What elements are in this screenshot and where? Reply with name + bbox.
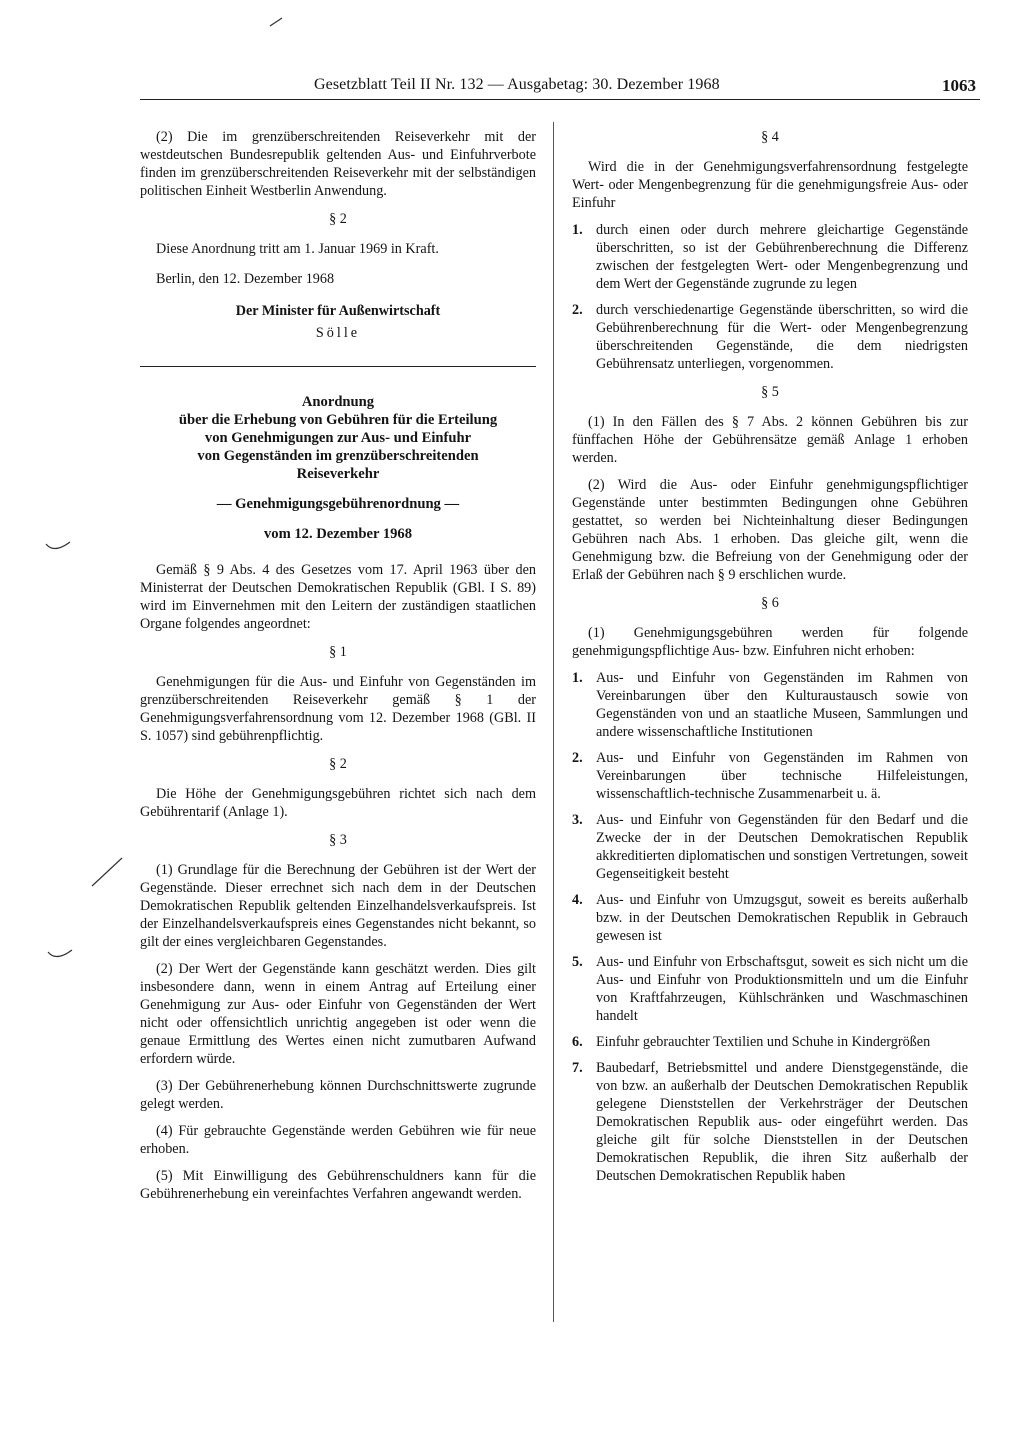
section-separator — [140, 366, 536, 367]
title-line: von Gegenständen im grenzüberschreitenden — [197, 448, 479, 464]
article-3-para-1: (1) Grundlage für die Berechnung der Gebühren ist der Wert der Gegenstände. Dieser errechnet sich nach dem in der Deutschen Demokratischen Republik geltenden Einzelhandelsverkaufspreis. Ist der Einzelhandelsverkaufspreis eines Gegenstandes nicht bekannt, so gilt der eines vergleichbaren Gegenstandes. — [140, 862, 536, 950]
left-column — [140, 128, 536, 1212]
article-3-para-5: (5) Mit Einwilligung des Gebührenschuldners kann für die Gebührenerhebung ein vereinfachtes Verfahren angewandt werden. — [140, 1168, 536, 1202]
signature-name: Sölle — [315, 325, 361, 341]
list-item: 2. durch verschiedenartige Gegenstände überschritten, so wird die Gebührenberechnung für die Wert- oder Mengenbegrenzung überschreitenden Gegenstände, die dem niedrigsten Gebührensatz unterliegen, vorgenommen. — [572, 302, 968, 372]
article-5-heading: § 5 — [761, 384, 779, 400]
paragraph-2-westberlin: (2) Die im grenzüberschreitenden Reiseverkehr mit der westdeutschen Bundesrepublik geltenden Aus- und Einfuhrverbote finden im grenzüberschreitenden Reiseverkehr mit der selbständigen politischen Einheit Westberlin Anwendung. — [140, 129, 536, 199]
article-1-heading: § 1 — [329, 644, 347, 660]
right-column — [572, 128, 968, 1195]
header-rule — [140, 99, 980, 100]
list-item: 2. Aus- und Einfuhr von Gegenständen im Rahmen von Vereinbarungen über technische Hilfeleistungen, wissenschaftlich-technische Zusammenarbeit u. ä. — [572, 750, 968, 802]
article-6-heading: § 6 — [761, 595, 779, 611]
preamble: Gemäß § 9 Abs. 4 des Gesetzes vom 17. April 1963 über den Ministerrat der Deutschen Demokratischen Republik (GBl. I S. 89) wird im Einvernehmen mit den Leitern der zuständigen staatlichen Organe folgendes angeordnet: — [140, 562, 536, 632]
margin-mark-checkmark-lower — [46, 944, 76, 964]
article-5-para-2: (2) Wird die Aus- oder Einfuhr genehmigungspflichtiger Gegenstände unter bestimmten Bedingungen ohne Gebühren gestattet, so werden bei Nichteinhaltung dieser Bedingungen Gebühren nach Abs. 1 erhoben. Das gleiche gilt, wenn die Genehmigung bzw. die Befreiung von der Genehmigung oder der Erlaß der Gebühren nach § 9 erschlichen wurde. — [572, 477, 968, 583]
title-line: Anordnung — [301, 394, 375, 410]
title-line: von Genehmigungen zur Aus- und Einfuhr — [204, 430, 472, 446]
article-3-para-4: (4) Für gebrauchte Gegenstände werden Gebühren wie für neue erhoben. — [140, 1123, 536, 1157]
list-item: 5. Aus- und Einfuhr von Erbschaftsgut, soweit es sich nicht um die Aus- und Einfuhr von Produktionsmitteln und um die Einfuhr von Kraftfahrzeugen, Kühlschränken und Waschmaschinen handelt — [572, 954, 968, 1024]
article-6-list — [572, 669, 968, 1185]
list-item: 4. Aus- und Einfuhr von Umzugsgut, soweit es bereits außerhalb bzw. in der Deutschen Demokratischen Republik in Gebrauch gewesen ist — [572, 892, 968, 944]
title-line: über die Erhebung von Gebühren für die Erteilung — [178, 412, 498, 428]
column-divider — [553, 122, 554, 1322]
article-2-heading: § 2 — [329, 756, 347, 772]
gazette-title: Gesetzblatt Teil II Nr. 132 — Ausgabetag: 30. Dezember 1968 — [314, 76, 720, 93]
short-title: — Genehmigungsgebührenordnung — — [216, 496, 460, 512]
article-3-para-3: (3) Der Gebührenerhebung können Durchschnittswerte zugrunde gelegt werden. — [140, 1078, 536, 1112]
section-2-heading: § 2 — [329, 211, 347, 227]
list-item: 6. Einfuhr gebrauchter Textilien und Schuhe in Kindergrößen — [572, 1034, 931, 1050]
ordinance-title — [140, 393, 536, 483]
article-3-para-2: (2) Der Wert der Gegenstände kann geschätzt werden. Dies gilt insbesondere dann, wenn in einem Antrag auf Erteilung einer Genehmigung zur Aus- oder Einfuhr von Gegenständen der Wert nicht oder offensichtlich unrichtig angegeben ist oder wenn die genaue Ermittlung des Wertes einen nicht zumutbaren Aufwand erfordern würde. — [140, 961, 536, 1067]
margin-mark-top — [268, 14, 288, 28]
article-4-intro: Wird die in der Genehmigungsverfahrensordnung festgelegte Wert- oder Mengenbegrenzung für die genehmigungsfreie Aus- oder Einfuhr — [572, 159, 968, 211]
list-item: 1. Aus- und Einfuhr von Gegenständen im Rahmen von Vereinbarungen über den Kulturaustausch sowie von Gegenständen von und an staatliche Museen, Sammlungen und andere wissenschaftliche Institutionen — [572, 670, 968, 740]
article-5-para-1: (1) In den Fällen des § 7 Abs. 2 können Gebühren bis zur fünffachen Höhe der Gebührensätze gemäß Anlage 1 erhoben werden. — [572, 414, 968, 466]
margin-mark-checkmark-upper — [44, 536, 74, 556]
list-item: 7. Baubedarf, Betriebsmittel und andere Dienstgegenstände, die von bzw. an außerhalb der Deutschen Demokratischen Republik gelegene Dienststellen der Verkehrsträger der Deutschen Demokratischen Republik aus- oder eingeführt werden. Das gleiche gilt für solche Dienststellen in der Deutschen Demokratischen Republik, die ihren Sitz außerhalb der Deutschen Demokratischen Republik haben — [572, 1060, 968, 1184]
article-4-heading: § 4 — [761, 129, 779, 145]
title-line: Reiseverkehr — [296, 466, 380, 482]
list-item: 3. Aus- und Einfuhr von Gegenständen für den Bedarf und die Zwecke der in der Deutschen Demokratischen Republik akkreditierten diplomatischen und sonstigen Vertretungen, soweit Gegenseitigkeit besteht — [572, 812, 968, 882]
minister-title: Der Minister für Außenwirtschaft — [235, 303, 441, 319]
page-header — [140, 76, 980, 100]
list-item: 1. durch einen oder durch mehrere gleichartige Gegenstände überschritten, so ist der Gebührenberechnung die Differenz zwischen der festgelegten Wert- oder Mengenbegrenzung und dem Wert der Gegenstände zugrunde zu legen — [572, 222, 968, 292]
article-2-text: Die Höhe der Genehmigungsgebühren richtet sich nach dem Gebührentarif (Anlage 1). — [140, 786, 536, 820]
margin-mark-slash — [88, 854, 128, 890]
article-3-heading: § 3 — [329, 832, 347, 848]
ordinance-date: vom 12. Dezember 1968 — [263, 526, 413, 542]
place-date: Berlin, den 12. Dezember 1968 — [156, 271, 335, 287]
section-2-text: Diese Anordnung tritt am 1. Januar 1969 in Kraft. — [156, 241, 439, 257]
page-number: 1063 — [942, 76, 976, 95]
article-6-intro: (1) Genehmigungsgebühren werden für folgende genehmigungspflichtige Aus- bzw. Einfuhren nicht erhoben: — [572, 625, 968, 659]
article-1-text: Genehmigungen für die Aus- und Einfuhr von Gegenständen im grenzüberschreitenden Reiseverkehr gemäß § 1 der Genehmigungsverfahrensordnung vom 12. Dezember 1968 (GBl. II S. 1057) sind gebührenpflichtig. — [140, 674, 536, 744]
article-4-list — [572, 221, 968, 373]
